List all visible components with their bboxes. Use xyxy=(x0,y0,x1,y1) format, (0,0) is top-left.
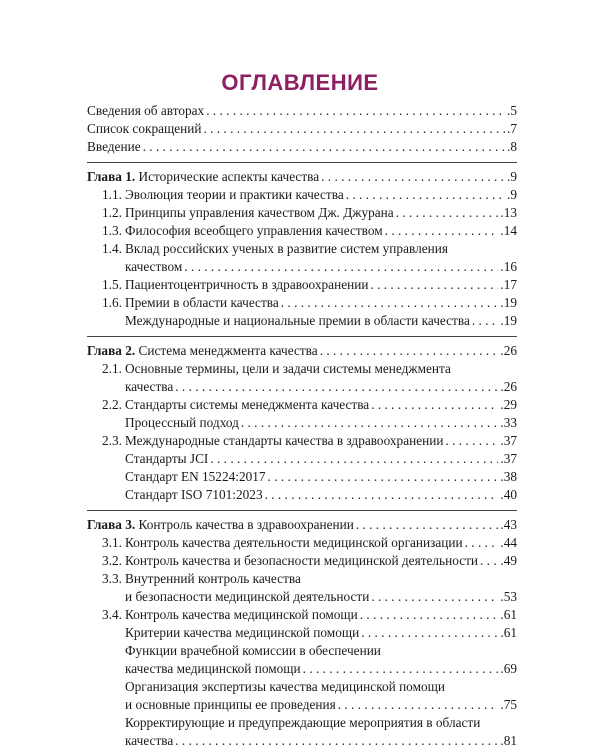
toc-subsection-3-4-d-cont[interactable]: качества . . . .81 xyxy=(87,732,517,750)
toc-subsection-2-3-b[interactable]: Стандарт EN 15224:2017 . . . .38 xyxy=(87,468,517,486)
toc-section-1-3[interactable]: 1.3. Философия всеобщего управления качеством . . . .14 xyxy=(87,222,517,240)
toc-subsection-3-4-b[interactable]: Функции врачебной комиссии в обеспечении xyxy=(125,643,381,658)
toc-section-2-2[interactable]: 2.2. Стандарты системы менеджмента качества . . . .29 xyxy=(87,396,517,414)
table-of-contents xyxy=(87,102,517,750)
toc-section-3-1[interactable]: 3.1. Контроль качества деятельности медицинской организации . . . .44 xyxy=(87,534,517,552)
toc-entry-authors[interactable]: Сведения об авторах . . . .5 xyxy=(87,102,517,120)
divider xyxy=(87,162,517,163)
toc-section-3-3-cont[interactable]: и безопасности медицинской деятельности . . . .53 xyxy=(87,588,517,606)
toc-section-1-1[interactable]: 1.1. Эволюция теории и практики качества . . . .9 xyxy=(87,186,517,204)
toc-chapter-1[interactable]: Глава 1. Исторические аспекты качества . . . .9 xyxy=(87,168,517,186)
toc-entry-introduction[interactable]: Введение . . . .8 xyxy=(87,138,517,156)
toc-section-3-2[interactable]: 3.2. Контроль качества и безопасности медицинской деятельности . . . .49 xyxy=(87,552,517,570)
toc-subsection-1-6-a[interactable]: Международные и национальные премии в области качества . . . .19 xyxy=(87,312,517,330)
divider xyxy=(87,510,517,511)
toc-entry-abbreviations[interactable]: Список сокращений . . . .7 xyxy=(87,120,517,138)
toc-chapter-2[interactable]: Глава 2. Система менеджмента качества . . . .26 xyxy=(87,342,517,360)
toc-section-1-6[interactable]: 1.6. Премии в области качества . . . .19 xyxy=(87,294,517,312)
toc-subsection-3-4-d[interactable]: Корректирующие и предупреждающие мероприятия в области xyxy=(125,715,481,730)
toc-section-1-4[interactable]: 1.4. Вклад российских ученых в развитие систем управления xyxy=(102,241,448,256)
toc-subsection-2-2-a[interactable]: Процессный подход . . . .33 xyxy=(87,414,517,432)
toc-subsection-3-4-a[interactable]: Критерии качества медицинской помощи . . . .61 xyxy=(87,624,517,642)
toc-section-1-4-cont[interactable]: качеством . . . .16 xyxy=(87,258,517,276)
toc-section-1-5[interactable]: 1.5. Пациентоцентричность в здравоохранении . . . .17 xyxy=(87,276,517,294)
toc-chapter-3[interactable]: Глава 3. Контроль качества в здравоохранении . . . .43 xyxy=(87,516,517,534)
toc-section-2-3[interactable]: 2.3. Международные стандарты качества в здравоохранении . . . .37 xyxy=(87,432,517,450)
divider xyxy=(87,336,517,337)
toc-section-1-2[interactable]: 1.2. Принципы управления качеством Дж. Джурана . . . .13 xyxy=(87,204,517,222)
toc-section-2-1[interactable]: 2.1. Основные термины, цели и задачи системы менеджмента xyxy=(102,361,451,376)
toc-section-2-1-cont[interactable]: качества . . . .26 xyxy=(87,378,517,396)
toc-subsection-2-3-c[interactable]: Стандарт ISO 7101:2023 . . . .40 xyxy=(87,486,517,504)
page-title: ОГЛАВЛЕНИЕ xyxy=(221,70,379,95)
toc-subsection-2-3-a[interactable]: Стандарты JCI . . . .37 xyxy=(87,450,517,468)
toc-section-3-3[interactable]: 3.3. Внутренний контроль качества xyxy=(102,571,301,586)
toc-subsection-3-4-c-cont[interactable]: и основные принципы ее проведения . . . .75 xyxy=(87,696,517,714)
toc-subsection-3-4-c[interactable]: Организация экспертизы качества медицинской помощи xyxy=(125,679,445,694)
toc-section-3-4[interactable]: 3.4. Контроль качества медицинской помощи . . . .61 xyxy=(87,606,517,624)
toc-subsection-3-4-b-cont[interactable]: качества медицинской помощи . . . .69 xyxy=(87,660,517,678)
